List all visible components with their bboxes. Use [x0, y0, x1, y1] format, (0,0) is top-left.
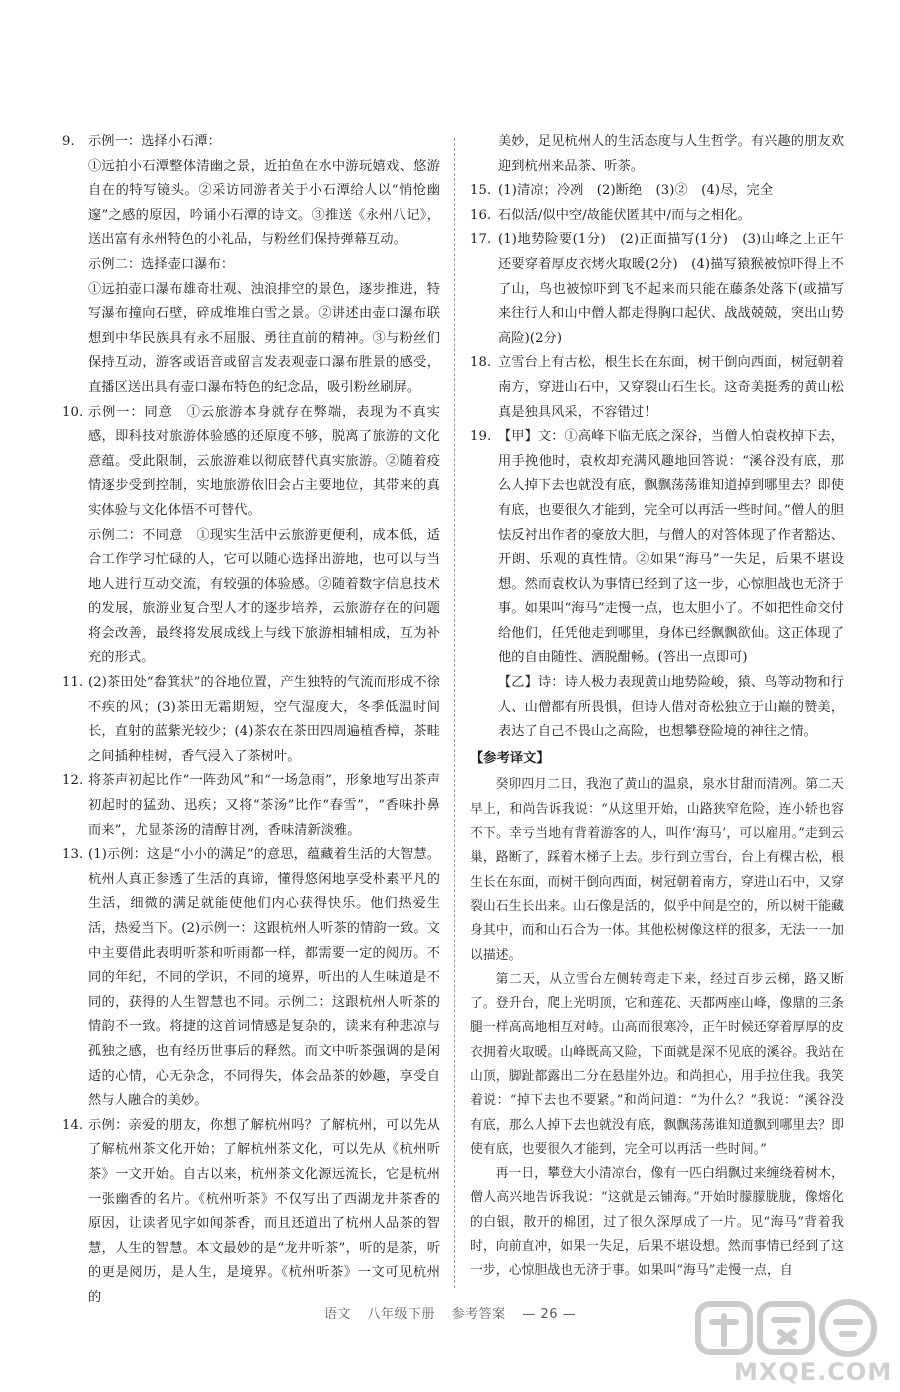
- left-column: [62, 130, 440, 1311]
- answer-text: 【乙】诗：诗人极力表现黄山地势险峻，猿、鸟等动物和行人、山僧都有所畏惧，但诗人借对奇松独立于山巅的赞美，表达了自己不畏山之高险，也想攀登险境的神往之情。: [498, 675, 844, 740]
- answer-text: 示例二：不同意 ①现实生活中云旅游更便利，成本低，适合工作学习忙碌的人，它可以随心选择出游地，也可以与当地人进行互动交流，有较强的体验感。②随着数字信息技术的发展，旅游业复合型人才的逐步培养，云旅游存在的问题将会改善，最终将发展成线上与线下旅游相辅相成，互为补充的形式。: [88, 527, 440, 666]
- page-number: — 26 —: [522, 1307, 577, 1322]
- right-column: [470, 130, 844, 1284]
- answer-number: 12.: [62, 773, 84, 789]
- answer-text: (1)清凉；冷冽 (2)断绝 (3)② (4)尽，完全: [498, 183, 774, 199]
- answer-17: [470, 228, 844, 351]
- answer-number: 15.: [470, 183, 492, 199]
- answer-number: 16.: [470, 207, 492, 223]
- translation-paragraph: 再一日，攀登大小清凉台，像有一匹白绢飘过来缠绕着树木，僧人高兴地告诉我说：“这就是云铺海。”开始时朦朦胧胧，像熔化的白银，散开的棉团，过了很久深厚成了一片。见“海马”背着我时，向前直冲，如果一失足，后果不堪设想。然而事情已经到了这一步，心惊胆战也无济于事。如果叫“海马”走慢一点，自: [470, 1166, 845, 1279]
- answer-text: 示例一：选择小石潭：: [88, 134, 221, 149]
- answer-15: [470, 179, 844, 204]
- answer-text: (2)茶田处“畚箕状”的谷地位置，产生独特的气流而形成不徐不疾的风；(3)茶田无霜期短，空气湿度大，冬季低温时间长，直射的蓝紫光较少；(4)茶农在茶田四周遍植香樟，茶畦之间插种桂树，香气浸入了茶树叶。: [88, 675, 440, 764]
- answer-14-continued: [470, 130, 844, 179]
- answer-number: 10.: [62, 404, 84, 420]
- watermark-logo: [676, 1296, 896, 1388]
- answer-12: [62, 769, 440, 843]
- answer-14: [62, 1114, 440, 1311]
- translation-body: [470, 773, 844, 1283]
- answer-text: 示例一：同意 ①云旅游本身就存在弊端，表现为不真实感，即科技对旅游体验感的还原度不够，脱离了旅游的文化意蕴。受此限制，云旅游难以彻底替代真实旅游。②随着疫情逐步受到控制，实地旅游依旧会占主要地位，其带来的真实体验与文化体悟不可替代。: [88, 404, 440, 518]
- footer-subject: 语文: [323, 1307, 351, 1322]
- answer-text: 示例：亲爱的朋友，你想了解杭州吗？了解杭州，可以先从了解杭州茶文化开始；了解杭州茶文化，可以先从《杭州听茶》一文开始。自古以来，杭州茶文化源远流长，它是杭州一张幽香的名片。《杭州听茶》不仅写出了西湖龙井茶香的原因，让读者见字如闻茶香，而且还道出了杭州人品茶的智慧，人生的智慧。本文最妙的是“龙井听茶”，听的是茶，听的更是阅历，是人生，是境界。《杭州听茶》一文可见杭州的: [88, 1117, 440, 1305]
- answer-19: [470, 425, 844, 745]
- answer-text: (1)地势险要(1分) (2)正面描写(1分) (3)山峰之上正午还要穿着厚皮衣烤火取暖(2分) (4)描写猿猴被惊吓得上不了山，鸟也被惊吓到飞不起来而只能在藤条处落下(或描写来往行人和山中僧人都走得胸口起伏、战战兢兢，突出山势高险)(2分): [498, 232, 844, 346]
- translation-heading: 【参考译文】: [470, 750, 550, 766]
- answer-number: 9.: [62, 134, 75, 149]
- answer-9: [62, 130, 440, 401]
- answer-text: (1)示例：这是“小小的满足”的意思，蕴藏着生活的大智慧。杭州人真正参透了生活的真谛，懂得悠闲地享受朴素平凡的生活，细微的满足就能使他们内心获得快乐。他们热爱生活，热爱当下。(2)示例一：这跟杭州人听茶的情韵一致。文中主要借此表明听茶和听雨都一样，都需要一定的阅历。不同的年纪，不同的学识，不同的境界，听出的人生味道是不同的，获得的人生智慧也不同。示例二：这跟杭州人听茶的情韵不一致。将捷的这首词情感是复杂的，读来有种悲凉与孤独之感，也有经历世事后的释然。而文中听茶强调的是闲适的心情，心无杂念，不同得失，体会品茶的妙趣，享受自然与人融合的美妙。: [88, 847, 440, 1109]
- answer-number: 19.: [470, 429, 492, 445]
- answer-number: 14.: [62, 1117, 84, 1133]
- answer-text: 将茶声初起比作“一阵劲风”和“一场急雨”，形象地写出茶声初起时的猛劲、迅疾；又将“茶汤”比作“春雪”，“香味扑鼻而来”，尤显茶汤的清醇甘冽，香味清新淡雅。: [88, 773, 440, 838]
- answer-18: [470, 351, 844, 425]
- answer-13: [62, 843, 440, 1114]
- column-divider: [454, 138, 455, 1288]
- answer-text: 美妙，足见杭州人的生活态度与人生哲学。有兴趣的朋友欢迎到杭州来品茶、听茶。: [498, 134, 844, 174]
- answer-text: 立雪台上有古松，根生长在东面，树干倒向西面，树冠朝着南方，穿进山石中，又穿裂山石生长。这奇美挺秀的黄山松真是独具风采，不容错过！: [498, 355, 844, 420]
- answer-number: 18.: [470, 355, 492, 371]
- answer-10: [62, 401, 440, 672]
- answer-11: [62, 671, 440, 769]
- answer-number: 17.: [470, 232, 492, 248]
- answer-text: ①远拍小石潭整体清幽之景，近拍鱼在水中游玩嬉戏、悠游自在的特写镜头。②采访同游者关于小石潭给人以“悄怆幽邃”之感的原因，吟诵小石潭的诗文。③推送《永州八记》，送出富有永州特色的小礼品，与粉丝们保持弹幕互动。: [88, 158, 440, 248]
- answer-16: [470, 204, 844, 229]
- translation-paragraph: 第二天，从立雪台左侧转弯走下来，经过百步云梯，路又断了。登升台，爬上光明顶，它和莲花、天都两座山峰，像鼎的三条腿一样高高地相互对峙。山高而很寒冷，正午时候还穿着厚厚的皮衣拥着火取暖。山峰既高又险，下面就是深不见底的溪谷。我站在山顶，脚趾都露出二分在悬崖外边。和尚担心，用手拉住我。我笑着说：“掉下去也不要紧。”和尚问道：“为什么？”我说：“溪谷没有底，那么人掉下去也就没有底，飘飘荡荡谁知道飘到哪里去？即使有底，也要很久才能到，完全可以再活一些时间。”: [470, 971, 845, 1157]
- translation-paragraph: 癸卯四月二日，我泡了黄山的温泉，泉水甘甜而清冽。第二天早上，和尚告诉我说：“从这里开始，山路狭窄危险，连小轿也容不下。幸亏当地有背着游客的人，叫作‘海马’，可以雇用。”走到云巢，路断了，踩着木梯子上去。步行到立雪台，台上有棵古松，根生长在东面，而树干倒向西面，树冠朝着南方，穿进山石中，又穿裂山石生长出来。山石像是活的，似乎中间是空的，所以树干能藏身其中，而和山石合为一体。其他松树像这样的很多，无法一一加以描述。: [470, 777, 845, 963]
- answer-text: 【甲】文：①高峰下临无底之深谷，当僧人怕袁枚掉下去，用手挽他时，袁枚却充满风趣地回答说：“溪谷没有底，那么人掉下去也就没有底，飘飘荡荡谁知道掉到哪里去？即使有底，也要很久才能到，完全可以再活一些时间。”僧人的胆怯反衬出作者的豪放大胆，与僧人的对答体现了作者豁达、开朗、乐观的真性情。②如果“海马”一失足，后果不堪设想。然而袁枚认为事情已经到了这一步，心惊胆战也无济于事。如果叫“海马”走慢一点，也太胆小了。不如把性命交付给他们，任凭他走到哪里，身体已经飘飘欲仙。这正体现了他的自由随性、洒脱酣畅。(答出一点即可): [498, 429, 844, 666]
- answer-text: 石似活/似中空/故能伏匿其中/而与之相化。: [498, 207, 751, 223]
- watermark-url: MXQE.COM: [734, 1358, 893, 1386]
- footer-grade: 八年级下册: [367, 1307, 436, 1322]
- answer-number: 13.: [62, 847, 84, 863]
- footer-label: 参考答案: [451, 1307, 506, 1322]
- answer-text: 示例二：选择壶口瀑布：: [88, 256, 235, 272]
- answer-text: ①远拍壶口瀑布雄奇壮观、浊浪排空的景色，逐步推进，特写瀑布撞向石壁，碎成堆堆白雪之景。②讲述由壶口瀑布联想到中华民族具有永不屈服、勇往直前的精神。③与粉丝们保持互动，游客或语音或留言发表观壶口瀑布胜景的感受，直播区送出具有壶口瀑布特色的纪念品，吸引粉丝刷屏。: [88, 281, 440, 395]
- answer-number: 11.: [62, 675, 84, 691]
